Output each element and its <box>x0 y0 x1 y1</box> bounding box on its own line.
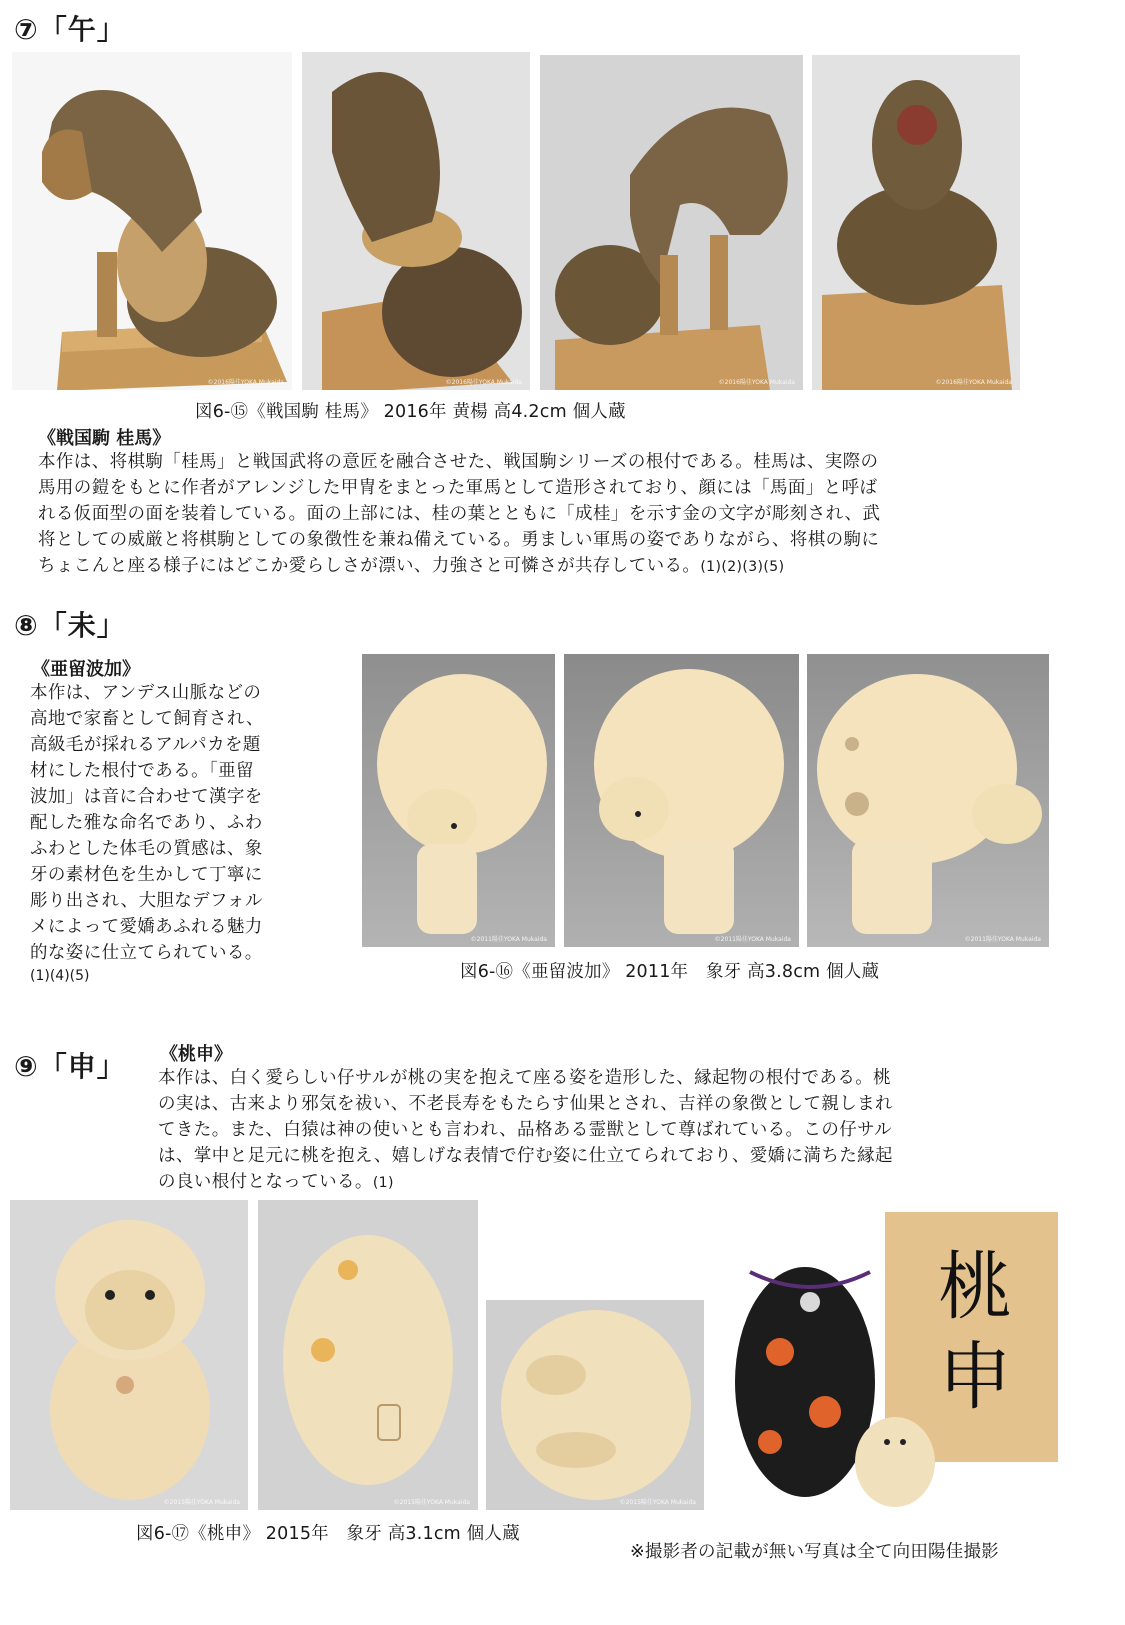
photo-credit: ©2016陽佳YOKA Mukaida <box>207 379 284 386</box>
section9-title: 《桃申》 <box>160 1044 232 1065</box>
alpaca-photo-3 <box>807 654 1049 947</box>
alpaca-photo-2 <box>564 654 799 947</box>
figure-caption-6-16: 図6-⑯《亜留波加》 2011年 象牙 高3.8cm 個人蔵 <box>460 962 880 982</box>
photo-credit: ©2016陽佳YOKA Mukaida <box>445 379 522 386</box>
photo-credit: ©2011陽佳YOKA Mukaida <box>964 936 1041 943</box>
section9-paragraph: 本作は、白く愛らしい仔サルが桃の実を抱えて座る姿を造形した、縁起物の根付である。桃 の実は、古来より邪気を祓い、不老長寿をもたらす仙果とされ、吉祥の象徴として親しまれ てきた。また、白猿は神の使いとも言われ、品格ある霊獣として尊ばれている。この仔サル は、掌中と足元に桃を抱え、嬉しげな表情で佇む姿に仕立てられており、愛嬌に満ちた縁起 の良い根付となっている。(1) <box>158 1068 893 1192</box>
section7-title: 《戦国駒 桂馬》 <box>38 428 171 449</box>
section9-heading: ⑨「申」 <box>14 1050 126 1083</box>
section8-paragraph: 本作は、アンデス山脈などの 高地で家畜として飼育され、 高級毛が採れるアルパカを題 材にした根付である。「亜留 波加」は音に合わせて漢字を 配した雅な命名であり、ふわ ふわとした体毛の質感は、象 牙の素材色を生かして丁寧に 彫り出され、大胆なデフォル メによって愛嬌あふれる魅力 的な姿に仕立てられている。 <box>30 683 264 963</box>
horse-photo-3 <box>540 55 803 390</box>
photo-credit: ©2015陽佳YOKA Mukaida <box>973 1499 1050 1506</box>
monkey-photo-4 <box>710 1212 1058 1510</box>
section8-refs: (1)(4)(5) <box>30 968 90 984</box>
monkey-photo-1 <box>10 1200 248 1510</box>
photo-credit: ©2011陽佳YOKA Mukaida <box>714 936 791 943</box>
section8-title: 《亜留波加》 <box>32 659 140 680</box>
monkey-photo-3 <box>486 1300 704 1510</box>
horse-photo-1 <box>12 52 292 390</box>
photo-credit: ©2015陽佳YOKA Mukaida <box>393 1499 470 1506</box>
photographer-footnote: ※撮影者の記載が無い写真は全て向田陽佳撮影 <box>630 1542 999 1562</box>
figure-caption-6-17: 図6-⑰《桃申》 2015年 象牙 高3.1cm 個人蔵 <box>136 1524 520 1544</box>
section7-heading: ⑦「午」 <box>14 13 126 46</box>
figure-caption-6-15: 図6-⑮《戦国駒 桂馬》 2016年 黄楊 高4.2cm 個人蔵 <box>195 402 626 422</box>
horse-photo-2 <box>302 52 530 390</box>
photo-credit: ©2011陽佳YOKA Mukaida <box>470 936 547 943</box>
photo-credit: ©2016陽佳YOKA Mukaida <box>718 379 795 386</box>
section7-refs: (1)(2)(3)(5) <box>700 559 785 575</box>
section8-heading: ⑧「未」 <box>14 609 126 642</box>
photo-credit: ©2015陽佳YOKA Mukaida <box>163 1499 240 1506</box>
horse-photo-4 <box>812 55 1020 390</box>
section9-refs: (1) <box>372 1175 394 1191</box>
section7-paragraph: 本作は、将棋駒「桂馬」と戦国武将の意匠を融合させた、戦国駒シリーズの根付である。桂馬は、実際の 馬用の鎧をもとに作者がアレンジした甲冑をまとった軍馬として造形されており、顔には「馬面」と呼ば れる仮面型の面を装着している。面の上部には、桂の葉とともに「成桂」を示す金の文字が彫刻され、武 将としての威厳と将棋駒としての象徴性を兼ね備えている。勇ましい軍馬の姿でありながら、将棋の駒に ちょこんと座る様子にはどこか愛らしさが漂い、力強さと可憐さが共存している。(1)(2)(3)(5) <box>38 452 881 576</box>
photo-credit: ©2015陽佳YOKA Mukaida <box>619 1499 696 1506</box>
monkey-photo-2 <box>258 1200 478 1510</box>
photo-credit: ©2016陽佳YOKA Mukaida <box>935 379 1012 386</box>
box-label: 桃 申 <box>938 1244 1012 1420</box>
alpaca-photo-1 <box>362 654 555 947</box>
